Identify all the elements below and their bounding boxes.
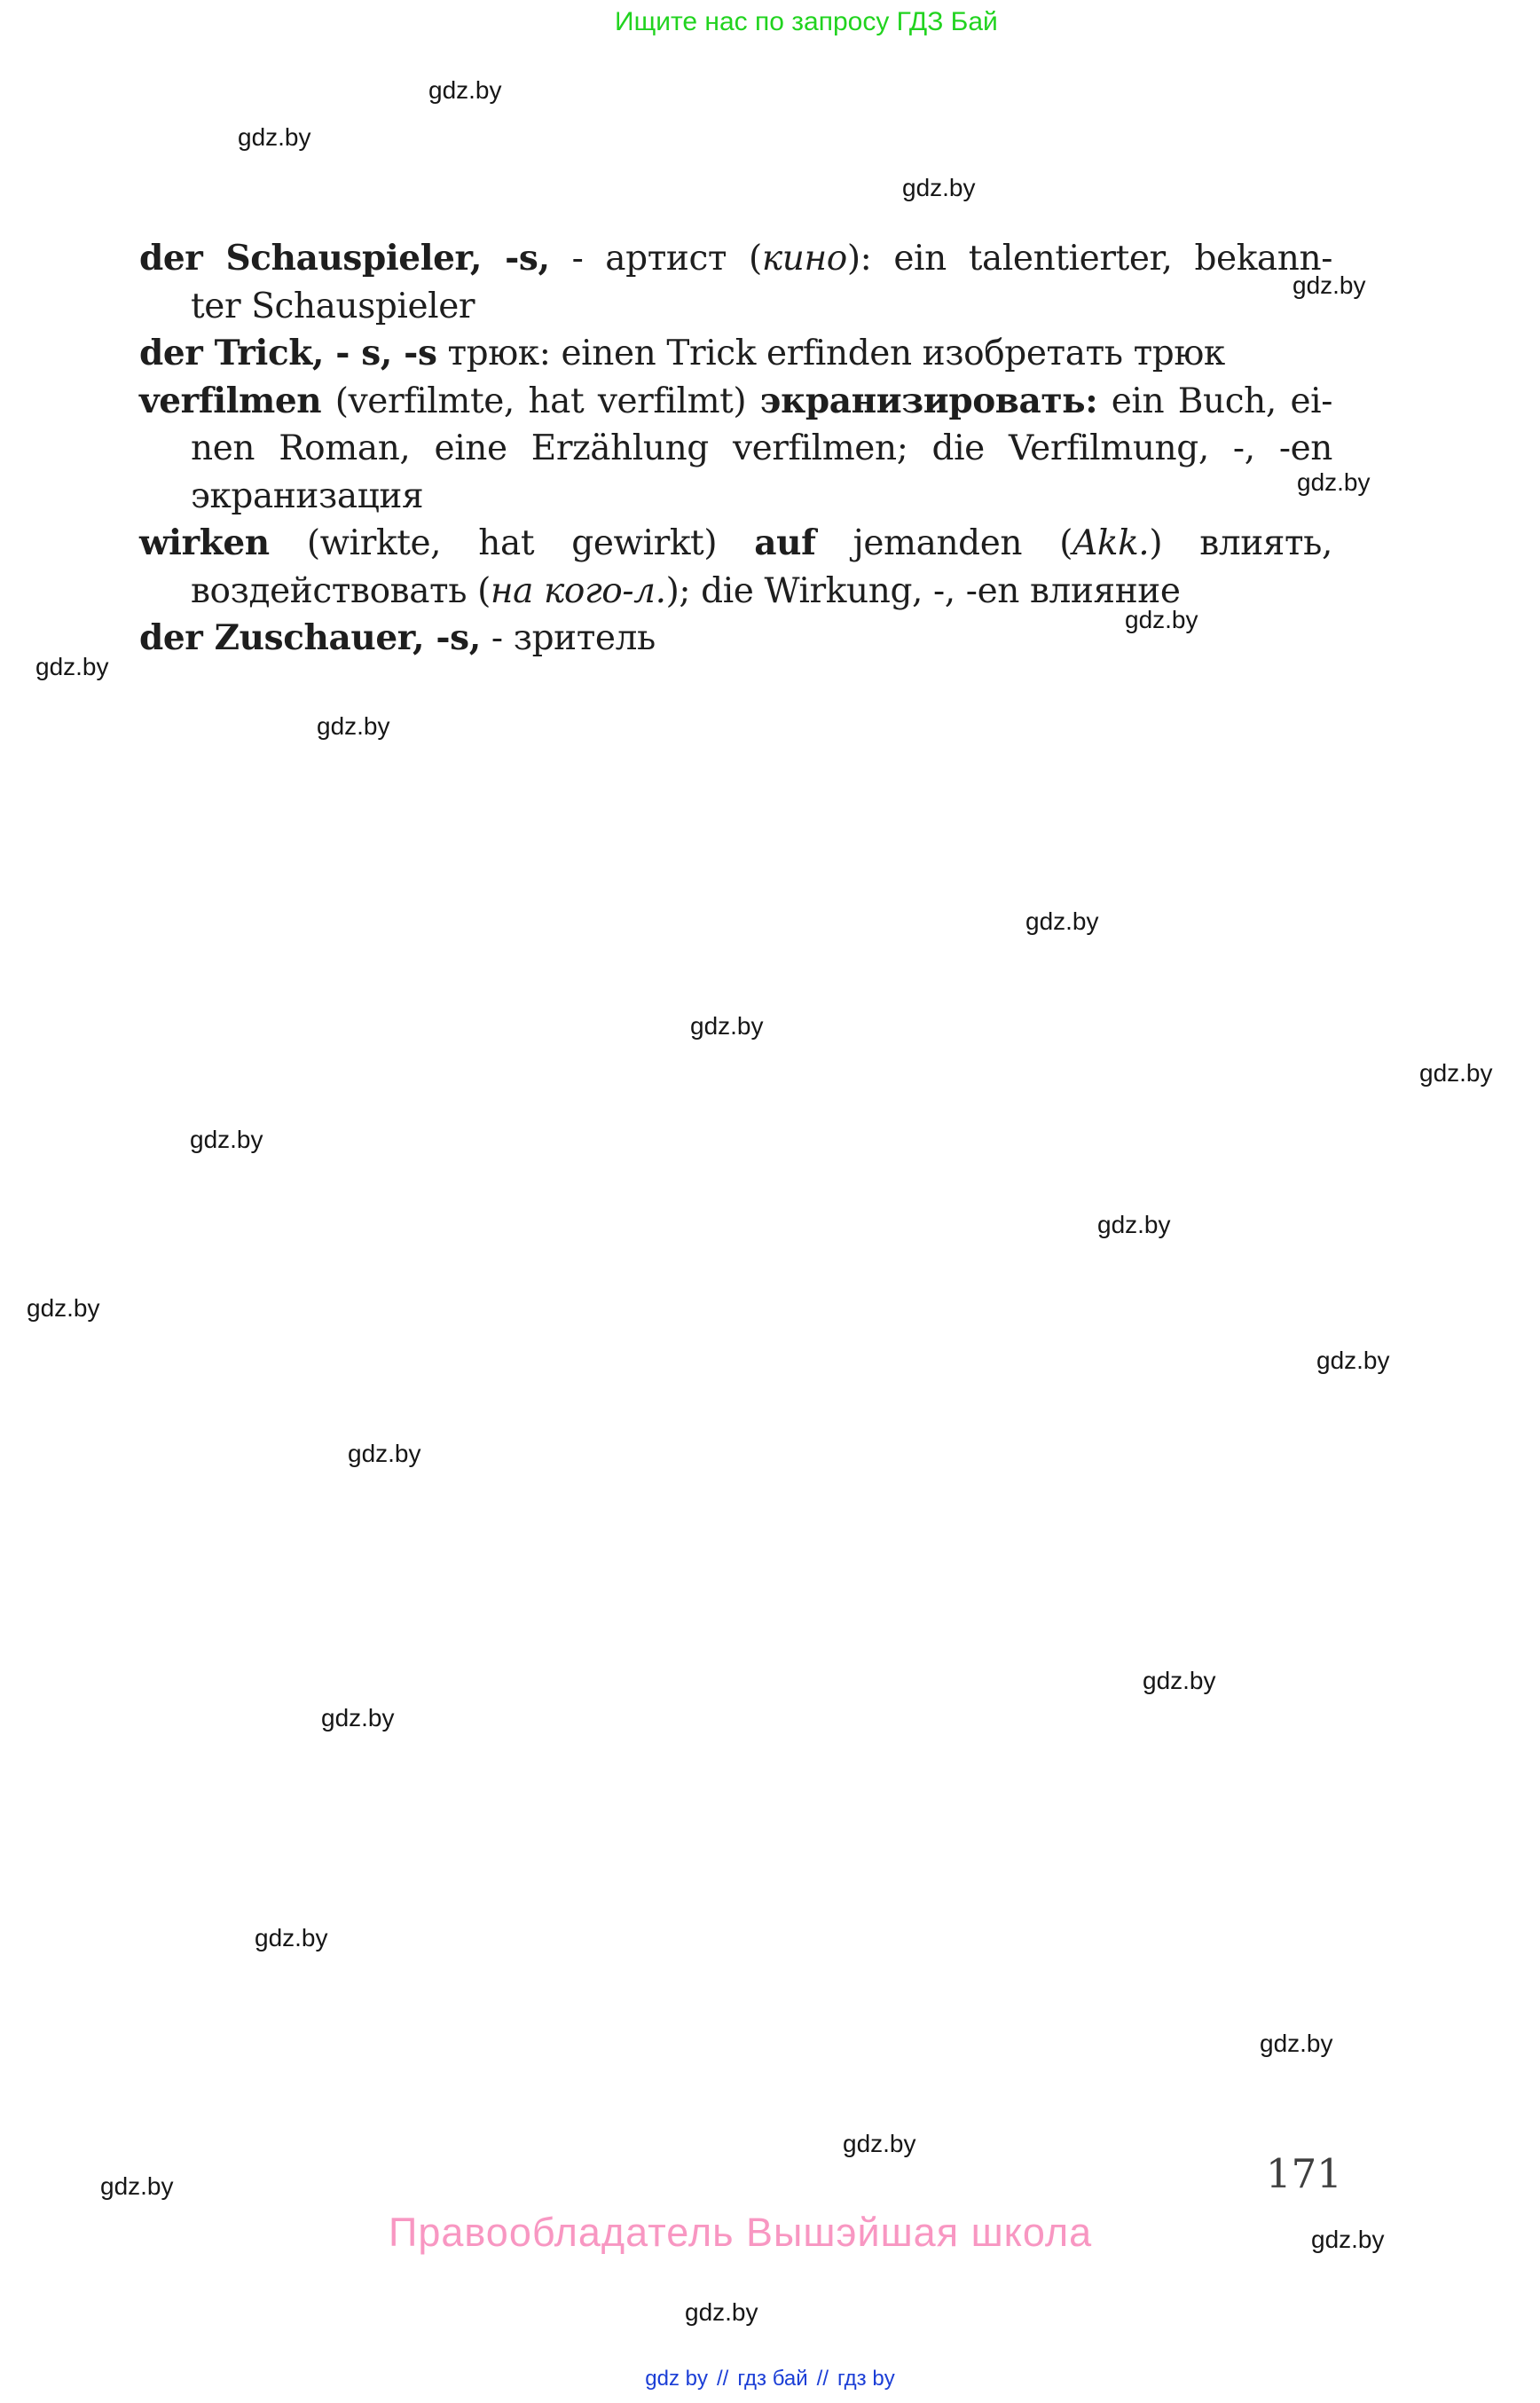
top-banner-text: Ищите нас по запросу ГДЗ Бай (615, 7, 998, 36)
watermark-gdz: gdz.by (843, 2130, 916, 2157)
vocab-line (139, 425, 1332, 473)
vocab-headword: wirken (139, 522, 270, 563)
vocab-line (139, 615, 1332, 663)
vocab-line (139, 520, 1332, 568)
vocab-italic: Akk. (1072, 523, 1150, 563)
vocab-text: трюк: einen Trick erfinden изобретать трюк (436, 334, 1225, 373)
vocab-text: ) влиять, (1149, 523, 1332, 563)
page-number: 171 (1266, 2150, 1342, 2197)
watermark-gdz: gdz.by (1143, 1667, 1216, 1694)
vocab-text: (wirkte, hat gewirkt) (269, 523, 755, 563)
watermark-gdz: gdz.by (1297, 468, 1371, 496)
vocab-text: - артист ( (549, 239, 762, 279)
watermark-gdz: gdz.by (190, 1126, 263, 1153)
vocab-line (139, 473, 1332, 521)
watermark-gdz: gdz.by (1125, 606, 1198, 633)
watermark-gdz: gdz.by (321, 1704, 395, 1732)
watermark-gdz: gdz.by (1260, 2030, 1333, 2057)
vocab-headword: der Trick, - s, -s (139, 333, 437, 373)
watermark-gdz: gdz.by (1025, 907, 1099, 935)
watermark-gdz: gdz.by (238, 123, 311, 151)
watermark-gdz: gdz.by (690, 1012, 764, 1040)
vocab-headword: экранизировать: (759, 380, 1098, 421)
vocab-text: воздействовать ( (191, 570, 491, 611)
footer-links (0, 2367, 1540, 2392)
watermark-gdz: gdz.by (1292, 271, 1366, 299)
vocab-text: ); die Wirkung, -, -en влияние (665, 570, 1181, 611)
footer-link[interactable]: гдз by (837, 2367, 895, 2391)
vocab-line (139, 330, 1332, 378)
watermark-gdz: gdz.by (1097, 1211, 1171, 1238)
vocab-line (139, 568, 1332, 616)
vocab-text: - зритель (480, 618, 656, 658)
vocab-text: nen Roman, eine Erzählung verfilmen; die Verfilmung, -, -en (191, 428, 1332, 468)
watermark-gdz: gdz.by (1419, 1059, 1493, 1087)
vocab-italic: на кого-л. (490, 570, 666, 611)
vocab-headword: der Schauspieler, -s, (139, 238, 550, 279)
vocab-headword: der Zuschauer, -s, (139, 617, 481, 658)
watermark-gdz: gdz.by (685, 2298, 758, 2326)
vocab-text: ein Buch, ei- (1097, 381, 1332, 421)
vocab-line (139, 283, 1332, 331)
vocab-text: экранизация (191, 475, 424, 516)
copyright-text: Правообладатель Вышэйшая школа (389, 2210, 1093, 2255)
vocab-italic: кино (761, 239, 847, 279)
footer-link[interactable]: gdz by (645, 2367, 708, 2391)
vocab-text: ter Schauspieler (191, 286, 475, 326)
footer-separator: // (816, 2367, 829, 2391)
watermark-gdz: gdz.by (428, 76, 502, 104)
watermark-gdz: gdz.by (902, 174, 976, 201)
vocabulary-block (139, 235, 1332, 663)
watermark-gdz: gdz.by (27, 1294, 100, 1322)
watermark-gdz: gdz.by (35, 653, 109, 680)
vocab-line (139, 235, 1332, 283)
footer-link[interactable]: гдз бай (737, 2367, 808, 2391)
vocab-headword: auf (754, 522, 816, 563)
watermark-gdz: gdz.by (348, 1440, 421, 1467)
vocab-line (139, 378, 1332, 426)
watermark-gdz: gdz.by (317, 712, 390, 740)
watermark-gdz: gdz.by (1316, 1347, 1390, 1374)
footer-separator: // (717, 2367, 729, 2391)
vocab-text: (verfilmte, hat verfilmt) (321, 381, 760, 421)
vocab-text: jemanden ( (815, 523, 1073, 563)
watermark-gdz: gdz.by (255, 1924, 328, 1951)
vocab-headword: verfilmen (139, 380, 322, 421)
watermark-gdz: gdz.by (100, 2172, 174, 2200)
watermark-gdz: gdz.by (1311, 2226, 1385, 2253)
vocab-text: ): ein talentierter, bekann- (846, 239, 1332, 279)
